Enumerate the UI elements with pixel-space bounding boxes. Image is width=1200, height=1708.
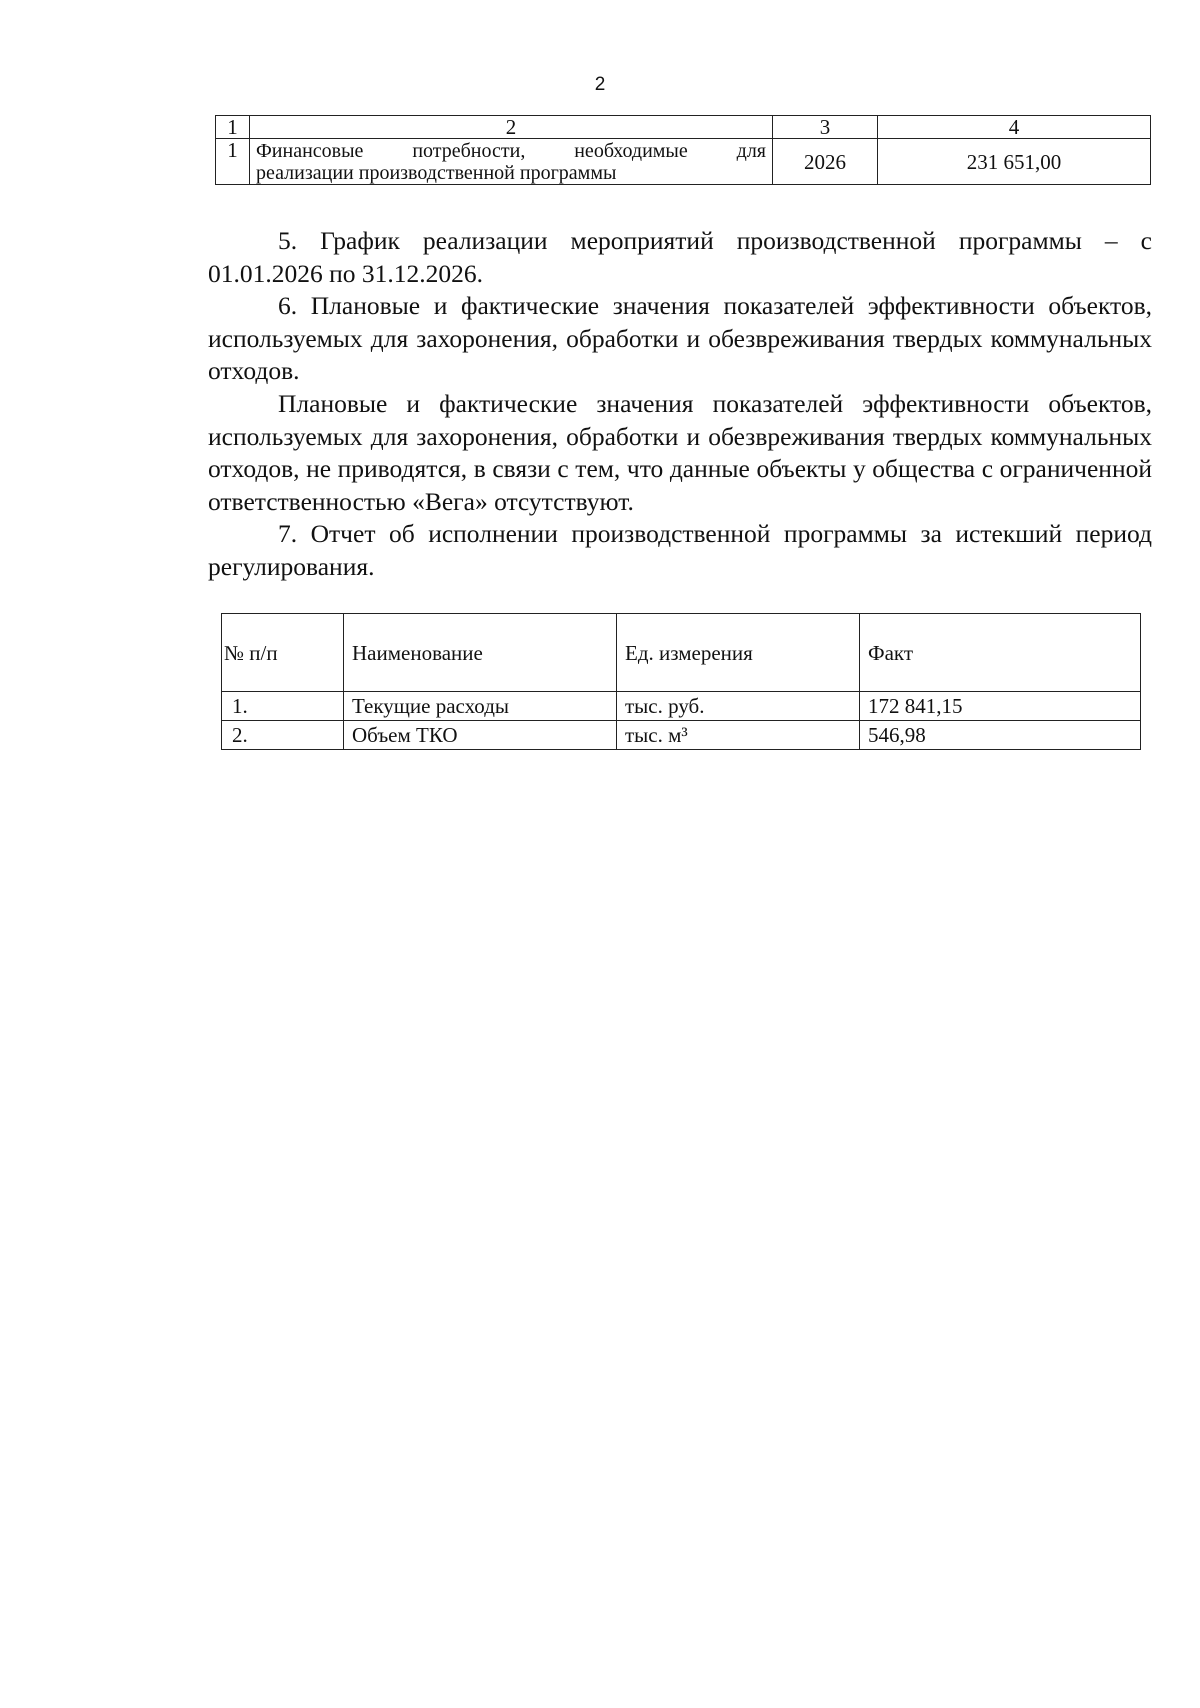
table-header-row <box>222 614 1141 692</box>
fact-cell: 546,98 <box>860 721 1141 750</box>
page-number: 2 <box>594 74 606 95</box>
paragraph-7: 7. Отчет об исполнении производственной программы за истекший период регулирования. <box>208 519 1152 581</box>
description-line: реализации производственной программы <box>256 161 617 184</box>
description-cell <box>250 139 773 185</box>
table-row <box>222 721 1141 750</box>
description-line: Финансовые потребности, необходимые для <box>256 139 766 162</box>
header-cell-name: Наименование <box>344 614 617 692</box>
paragraph-6-details: Плановые и фактические значения показателей эффективности объектов, используемых для захоронения, обработки и обезвреживания твердых коммунальных отходов, не приводятся, в связи с тем, что данные объекты у общества с ограниченной ответственностью «Вега» отсутствуют. <box>208 388 1152 516</box>
unit-cell: тыс. м³ <box>617 721 860 750</box>
table-row <box>216 139 1151 185</box>
row-number-cell: 2. <box>222 721 344 750</box>
year-cell: 2026 <box>773 139 878 185</box>
paragraph-6: 6. Плановые и фактические значения показателей эффективности объектов, используемых для захоронения, обработки и обезвреживания твердых коммунальных отходов. <box>208 291 1152 386</box>
name-cell: Объем ТКО <box>344 721 617 750</box>
paragraph-5: 5. График реализации мероприятий производственной программы – с 01.01.2026 по 31.12.2026. <box>208 226 1152 288</box>
unit-cell: тыс. руб. <box>617 692 860 721</box>
row-number-cell: 1 <box>216 139 250 185</box>
report-table <box>221 613 1141 750</box>
column-number-cell: 4 <box>878 116 1151 139</box>
header-cell-unit: Ед. измерения <box>617 614 860 692</box>
table-row <box>222 692 1141 721</box>
header-cell-number: № п/п <box>222 614 344 692</box>
column-number-cell: 3 <box>773 116 878 139</box>
header-cell-fact: Факт <box>860 614 1141 692</box>
financial-needs-table <box>215 115 1151 185</box>
body-text <box>208 225 1152 584</box>
column-number-cell: 1 <box>216 116 250 139</box>
column-number-cell: 2 <box>250 116 773 139</box>
name-cell: Текущие расходы <box>344 692 617 721</box>
table-header-row <box>216 116 1151 139</box>
row-number-cell: 1. <box>222 692 344 721</box>
amount-cell: 231 651,00 <box>878 139 1151 185</box>
fact-cell: 172 841,15 <box>860 692 1141 721</box>
